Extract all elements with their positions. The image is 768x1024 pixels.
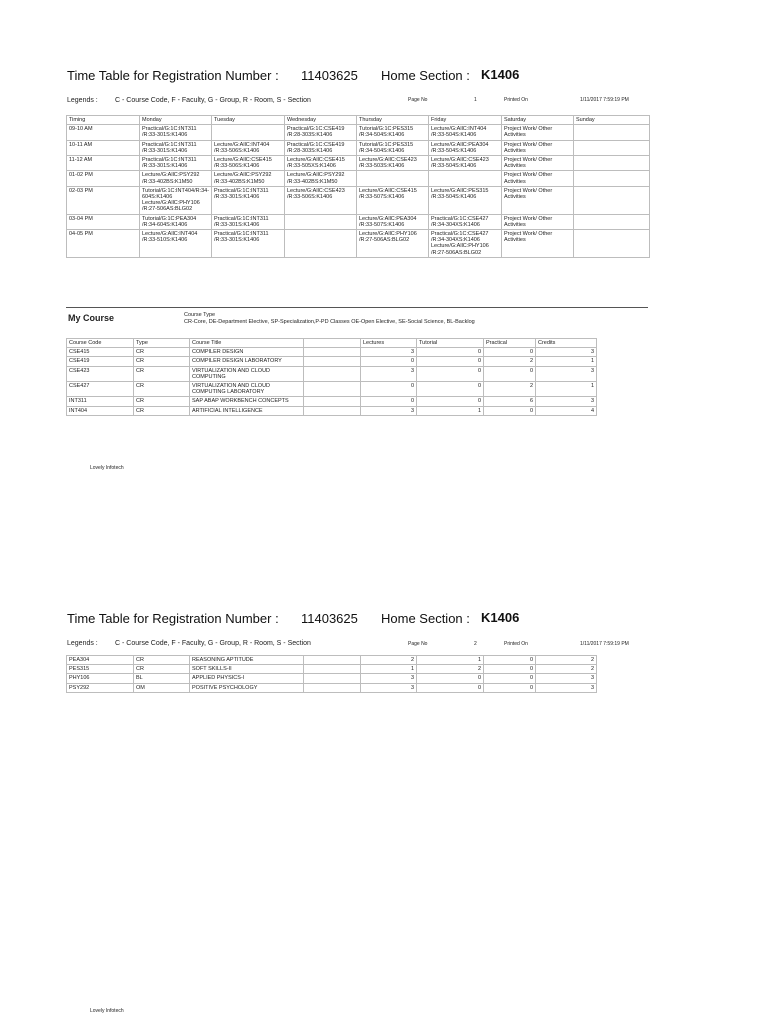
timetable-cell: Lecture/G:AllC:CSE423 /R:33-503S:K1406 xyxy=(357,156,429,171)
course-table-cell: REASONING APTITUDE xyxy=(190,656,304,665)
course-table-cell xyxy=(304,406,361,415)
course-table-cell: CR xyxy=(134,382,190,397)
timetable-header-cell: Thursday xyxy=(357,116,429,125)
timetable-cell xyxy=(574,186,650,214)
home-section-label: Home Section : xyxy=(381,611,470,626)
timetable-cell: 09-10 AM xyxy=(67,125,140,140)
page-no-label: Page No xyxy=(408,641,428,647)
legend-label: Legends : xyxy=(67,97,98,104)
course-table-row xyxy=(67,665,597,674)
legend-label: Legends : xyxy=(67,640,98,647)
course-table-row xyxy=(67,357,597,366)
timetable-cell: Practical/G:1C:CSE427 /R:34-304XS:K1406 Lecture/G:AllC:PHY106 /R:27-506AS:BLG02 xyxy=(429,230,502,258)
course-table-cell xyxy=(304,665,361,674)
footer-text: Lovely Infotech xyxy=(90,1008,124,1014)
course-table-cell: 1 xyxy=(417,406,484,415)
timetable-row xyxy=(67,230,650,258)
timetable-cell: Lecture/G:AllC:CSE415 /R:33-505XS:K1406 xyxy=(285,156,357,171)
course-table-cell: 3 xyxy=(361,366,417,381)
timetable-cell: 01-02 PM xyxy=(67,171,140,186)
title-label: Time Table for Registration Number : xyxy=(67,68,279,83)
timetable-row xyxy=(67,156,650,171)
timetable-cell: Lecture/G:AllC:PEA304 /R:33-504S:K1406 xyxy=(429,140,502,155)
course-table-cell: 2 xyxy=(484,357,536,366)
course-table-cell: CR xyxy=(134,366,190,381)
timetable-cell xyxy=(212,125,285,140)
course-table-header-cell: Course Title xyxy=(190,339,304,348)
course-table-row xyxy=(67,366,597,381)
course-table-cell: 1 xyxy=(417,656,484,665)
course-table-cell: COMPILER DESIGN xyxy=(190,348,304,357)
course-table-cell: 0 xyxy=(361,382,417,397)
course-table-header-cell: Course Code xyxy=(67,339,134,348)
course-table-cell: 6 xyxy=(484,397,536,406)
course-table-row xyxy=(67,674,597,683)
timetable-cell xyxy=(574,156,650,171)
course-table-cell: 3 xyxy=(536,683,597,692)
course-table-cell xyxy=(304,397,361,406)
course-table-cell: CR xyxy=(134,406,190,415)
course-table-continued xyxy=(66,655,597,693)
course-table-cell: SOFT SKILLS-II xyxy=(190,665,304,674)
timetable-cell: Practical/G:1C:CSE419 /R:28-303S:K1406 xyxy=(285,125,357,140)
timetable-cell: Lecture/G:AllC:INT404 /R:33-510S:K1406 xyxy=(140,230,212,258)
course-table-cell: 3 xyxy=(536,366,597,381)
timetable-header-cell: Saturday xyxy=(502,116,574,125)
timetable-cell: 04-05 PM xyxy=(67,230,140,258)
course-table-cell: INT311 xyxy=(67,397,134,406)
home-section-value: K1406 xyxy=(481,67,520,82)
timetable-header-cell: Monday xyxy=(140,116,212,125)
course-table-cell: 0 xyxy=(484,406,536,415)
course-table-cell: 0 xyxy=(484,665,536,674)
course-table-header-cell: Practical xyxy=(484,339,536,348)
course-table-cell: 3 xyxy=(536,674,597,683)
timetable-header-cell: Sunday xyxy=(574,116,650,125)
timetable-cell: Practical/G:1C:CSE427 /R:34-304XS:K1406 xyxy=(429,214,502,229)
course-table-cell: CSE427 xyxy=(67,382,134,397)
timetable-cell: Lecture/G:AllC:PHY106 /R:27-506AS:BLG02 xyxy=(357,230,429,258)
course-table-cell: POSITIVE PSYCHOLOGY xyxy=(190,683,304,692)
timetable-cell: Lecture/G:AllC:PSY292 /R:33-402BS:K1M50 xyxy=(140,171,212,186)
course-table-cell: 0 xyxy=(484,674,536,683)
course-table-cell: 3 xyxy=(361,674,417,683)
page-no-value: 2 xyxy=(474,641,477,647)
course-table-cell: CR xyxy=(134,665,190,674)
timetable-cell: Practical/G:1C:INT311 /R:33-301S:K1406 xyxy=(212,214,285,229)
timetable-cell: Lecture/G:AllC:PEA304 /R:33-507S:K1406 xyxy=(357,214,429,229)
timetable-cell: Lecture/G:AllC:INT404 /R:33-506S:K1406 xyxy=(212,140,285,155)
timetable-cell xyxy=(285,214,357,229)
course-table-cell: OM xyxy=(134,683,190,692)
course-table-cell: APPLIED PHYSICS-I xyxy=(190,674,304,683)
registration-number: 11403625 xyxy=(301,611,358,626)
course-table-header-cell: Type xyxy=(134,339,190,348)
course-table-cell xyxy=(304,357,361,366)
course-table-cell: 1 xyxy=(536,357,597,366)
timetable-cell: Lecture/G:AllC:INT404 /R:33-504S:K1406 xyxy=(429,125,502,140)
course-table-cell: 0 xyxy=(484,366,536,381)
timetable-cell xyxy=(574,214,650,229)
legend xyxy=(67,97,311,104)
course-table-cell: 3 xyxy=(361,406,417,415)
section-divider xyxy=(66,307,648,308)
course-table-cell: 2 xyxy=(417,665,484,674)
timetable-cell: Tutorial/G:1C:PES315 /R:34-504S:K1406 xyxy=(357,140,429,155)
timetable-cell: Project Work/ Other Activities xyxy=(502,214,574,229)
timetable-cell xyxy=(574,230,650,258)
timetable-cell: Lecture/G:AllC:PSY292 /R:33-402BS:K1M50 xyxy=(212,171,285,186)
course-table-cell: 0 xyxy=(417,366,484,381)
course-table-cell: 2 xyxy=(536,665,597,674)
course-table-cell: PES315 xyxy=(67,665,134,674)
timetable-cell: Project Work/ Other Activities xyxy=(502,140,574,155)
timetable-header-cell: Timing xyxy=(67,116,140,125)
course-table-cell: CSE423 xyxy=(67,366,134,381)
timetable-header-cell: Tuesday xyxy=(212,116,285,125)
timetable-cell: Lecture/G:AllC:CSE415 /R:33-506S:K1406 xyxy=(212,156,285,171)
timetable xyxy=(66,115,650,258)
course-table-row xyxy=(67,683,597,692)
timetable-row xyxy=(67,186,650,214)
course-table-cell: 2 xyxy=(536,656,597,665)
timetable-header-cell: Friday xyxy=(429,116,502,125)
course-table-cell: 0 xyxy=(417,348,484,357)
page-title xyxy=(67,610,520,626)
home-section-label: Home Section : xyxy=(381,68,470,83)
course-table-cell: 0 xyxy=(484,683,536,692)
course-table-cell: CR xyxy=(134,357,190,366)
course-table-cell: COMPILER DESIGN LABORATORY xyxy=(190,357,304,366)
timetable-cell: Practical/G:1C:INT311 /R:33-301S:K1406 xyxy=(140,125,212,140)
course-table-cell: CR xyxy=(134,397,190,406)
timetable-cell: Tutorial/G:1C:PEA304 /R:34-604S:K1406 xyxy=(140,214,212,229)
course-table-cell: 0 xyxy=(417,357,484,366)
printed-on-value: 1/11/2017 7:59:19 PM xyxy=(580,97,629,103)
course-table-cell: PSY292 xyxy=(67,683,134,692)
course-table-cell: 0 xyxy=(417,397,484,406)
course-table-cell xyxy=(304,382,361,397)
course-table-cell xyxy=(304,366,361,381)
timetable-cell: Practical/G:1C:CSE419 /R:28-303S:K1406 xyxy=(285,140,357,155)
printed-on-label: Printed On xyxy=(504,97,528,103)
legend-text: C - Course Code, F - Faculty, G - Group, R - Room, S - Section xyxy=(115,97,311,104)
course-table-header-cell: Tutorial xyxy=(417,339,484,348)
course-table-header-cell: Credits xyxy=(536,339,597,348)
course-table-row xyxy=(67,348,597,357)
course-table-cell: SAP ABAP WORKBENCH CONCEPTS xyxy=(190,397,304,406)
timetable-cell: 10-11 AM xyxy=(67,140,140,155)
timetable-row xyxy=(67,125,650,140)
course-table-cell xyxy=(304,348,361,357)
course-table-cell: 3 xyxy=(361,683,417,692)
course-table-cell: PHY106 xyxy=(67,674,134,683)
timetable-cell: Lecture/G:AllC:PSY292 /R:33-402BS:K1M50 xyxy=(285,171,357,186)
legend xyxy=(67,640,311,647)
title-label: Time Table for Registration Number : xyxy=(67,611,279,626)
page-no-label: Page No xyxy=(408,97,428,103)
timetable-cell xyxy=(574,140,650,155)
course-table-header-row xyxy=(67,339,597,348)
timetable-cell: Practical/G:1C:INT311 /R:33-301S:K1406 xyxy=(140,156,212,171)
timetable-cell xyxy=(357,171,429,186)
course-table-cell: 0 xyxy=(417,382,484,397)
timetable-cell: Project Work/ Other Activities xyxy=(502,156,574,171)
timetable-cell: 03-04 PM xyxy=(67,214,140,229)
timetable-cell: Project Work/ Other Activities xyxy=(502,171,574,186)
course-table-header-cell: Lectures xyxy=(361,339,417,348)
timetable-cell: Lecture/G:AllC:CSE423 /R:33-506S:K1406 xyxy=(285,186,357,214)
timetable-cell xyxy=(574,125,650,140)
timetable-cell: Project Work/ Other Activities xyxy=(502,125,574,140)
course-table-cell: 1 xyxy=(536,382,597,397)
course-table-cell: VIRTUALIZATION AND CLOUD COMPUTING LABORATORY xyxy=(190,382,304,397)
course-table-row xyxy=(67,397,597,406)
page-title xyxy=(67,67,520,83)
course-type-label: Course Type xyxy=(184,312,216,318)
course-table-row xyxy=(67,382,597,397)
course-table-cell: 1 xyxy=(361,665,417,674)
my-course-title: My Course xyxy=(68,313,115,323)
course-table-cell: 4 xyxy=(536,406,597,415)
timetable-cell: Practical/G:1C:INT311 /R:33-301S:K1406 xyxy=(212,230,285,258)
course-table-cell: CR xyxy=(134,656,190,665)
course-table-cell: VIRTUALIZATION AND CLOUD COMPUTING xyxy=(190,366,304,381)
timetable-cell: Project Work/ Other Activities xyxy=(502,230,574,258)
timetable-cell: Lecture/G:AllC:CSE423 /R:33-504S:K1406 xyxy=(429,156,502,171)
timetable-cell xyxy=(574,171,650,186)
course-table-cell: 0 xyxy=(484,348,536,357)
course-type-legend xyxy=(184,312,475,325)
course-table-cell: 0 xyxy=(484,656,536,665)
timetable-cell: Lecture/G:AllC:PES315 /R:33-504S:K1406 xyxy=(429,186,502,214)
course-table-row xyxy=(67,406,597,415)
course-table-cell: CSE415 xyxy=(67,348,134,357)
timetable-cell xyxy=(429,171,502,186)
home-section-value: K1406 xyxy=(481,610,520,625)
timetable-cell: 11-12 AM xyxy=(67,156,140,171)
course-table-cell: 0 xyxy=(361,397,417,406)
course-table-cell: 2 xyxy=(361,656,417,665)
registration-number: 11403625 xyxy=(301,68,358,83)
timetable-row xyxy=(67,140,650,155)
course-table-cell: CR xyxy=(134,348,190,357)
course-table-cell: 0 xyxy=(417,683,484,692)
course-table-header-cell xyxy=(304,339,361,348)
course-type-text: CR-Core, DE-Department Elective, SP-Specialization,P-PD Classes OE-Open Elective, SE-Social Science, BL-Backlog xyxy=(184,318,475,325)
course-table-cell xyxy=(304,656,361,665)
printed-on-value: 1/11/2017 7:59:19 PM xyxy=(580,641,629,647)
course-table xyxy=(66,338,597,416)
course-table-cell: 2 xyxy=(484,382,536,397)
course-table-row xyxy=(67,656,597,665)
timetable-row xyxy=(67,171,650,186)
course-table-cell: 3 xyxy=(536,397,597,406)
timetable-cell: Tutorial/G:1C:PES315 /R:34-504S:K1406 xyxy=(357,125,429,140)
course-table-cell: 3 xyxy=(536,348,597,357)
footer-text: Lovely Infotech xyxy=(90,465,124,471)
timetable-cell: 02-03 PM xyxy=(67,186,140,214)
course-table-cell: ARTIFICIAL INTELLIGENCE xyxy=(190,406,304,415)
legend-text: C - Course Code, F - Faculty, G - Group, R - Room, S - Section xyxy=(115,640,311,647)
timetable-cell xyxy=(285,230,357,258)
course-table-cell xyxy=(304,683,361,692)
course-table-cell: 3 xyxy=(361,348,417,357)
course-table-cell xyxy=(304,674,361,683)
course-table-cell: 0 xyxy=(417,674,484,683)
timetable-cell: Lecture/G:AllC:CSE415 /R:33-507S:K1406 xyxy=(357,186,429,214)
timetable-row xyxy=(67,214,650,229)
course-table-cell: CSE419 xyxy=(67,357,134,366)
printed-on-label: Printed On xyxy=(504,641,528,647)
course-table-cell: BL xyxy=(134,674,190,683)
course-table-cell: INT404 xyxy=(67,406,134,415)
timetable-cell: Practical/G:1C:INT311 /R:33-301S:K1406 xyxy=(140,140,212,155)
page-no-value: 1 xyxy=(474,97,477,103)
course-table-cell: 0 xyxy=(361,357,417,366)
course-table-cell: PEA304 xyxy=(67,656,134,665)
timetable-cell: Practical/G:1C:INT311 /R:33-301S:K1406 xyxy=(212,186,285,214)
timetable-cell: Project Work/ Other Activities xyxy=(502,186,574,214)
timetable-header-cell: Wednesday xyxy=(285,116,357,125)
timetable-header-row xyxy=(67,116,650,125)
timetable-cell: Tutorial/G:1C:INT404/R:34-604S:K1406 Lecture/G:AllC:PHY106 /R:27-506AS:BLG02 xyxy=(140,186,212,214)
